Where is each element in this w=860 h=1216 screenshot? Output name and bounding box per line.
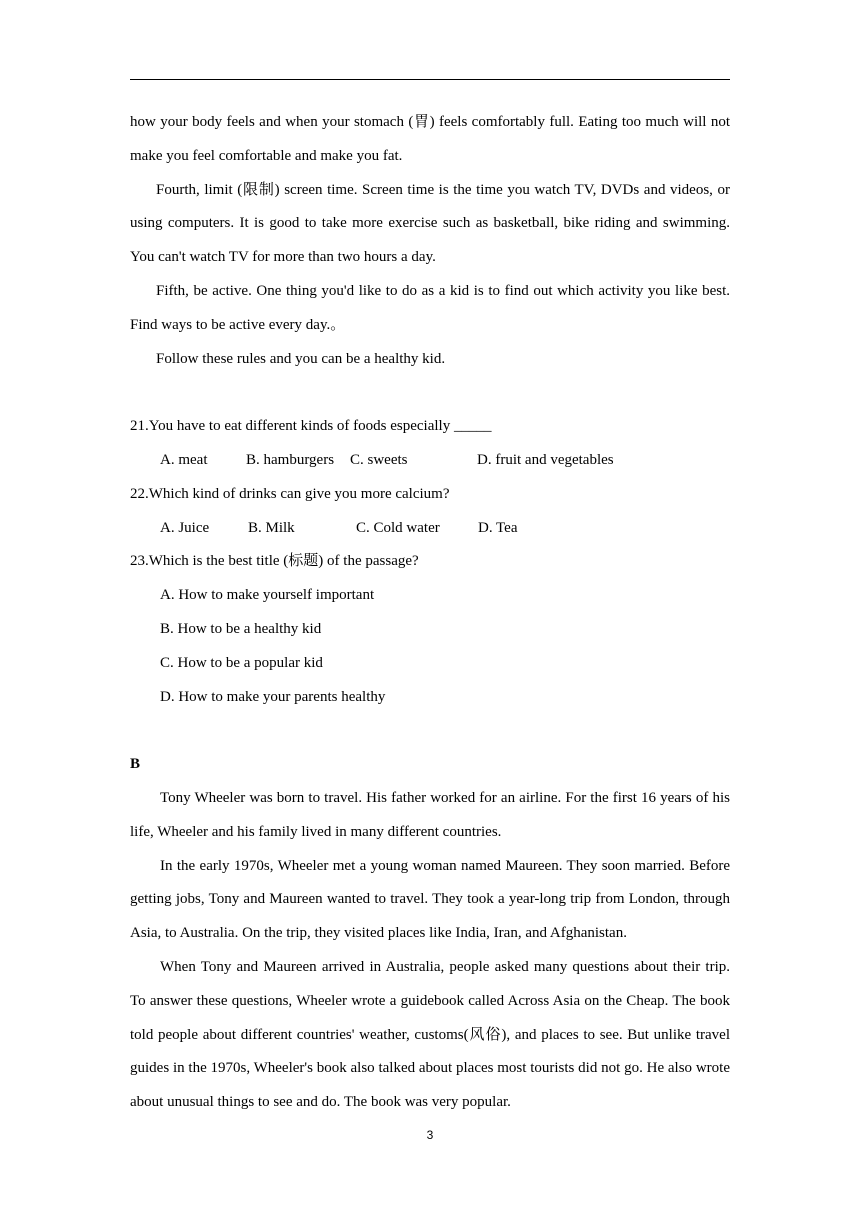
passage-a-paragraph-1-line-1: how your body feels and when your stomach (胃) feels comfortably full. Eating too much will not (130, 114, 730, 130)
question-22-stem: 22.Which kind of drinks can give you more calcium? (130, 485, 450, 502)
passage-a-paragraph-3: Fifth, be active. One thing you'd like to do as a kid is to find out which activity you like best. Find ways to be active every day.。 (130, 282, 730, 333)
section-b-paragraph-2: In the early 1970s, Wheeler met a young woman named Maureen. They soon married. Before getting jobs, Tony and Maureen wanted to travel. They took a year-long trip from London, through Asia, to Australia. On the trip, they visited places like India, Iran, and Afghanistan. (130, 857, 730, 942)
section-b-title: B (130, 756, 141, 773)
passage-a-paragraph-4: Follow these rules and you can be a healthy kid. (156, 350, 446, 367)
passage-a-paragraph-2: Fourth, limit (限制) screen time. Screen time is the time you watch TV, DVDs and videos, or using computers. It is good to take more exercise such as basketball, bike riding and swimming. You can't watch TV for more than two hours a day. (130, 181, 730, 266)
question-21-stem: 21.You have to eat different kinds of foods especially _____ (130, 418, 492, 435)
section-b-paragraph-1: Tony Wheeler was born to travel. His father worked for an airline. For the first 16 years of his life, Wheeler and his family lived in many different countries. (130, 789, 730, 840)
question-23-option-d: D. How to make your parents healthy (160, 688, 386, 705)
passage-a-paragraph-1-line-2: make you feel comfortable and make you fat. (130, 147, 403, 164)
question-22-option-a: A. Juice (160, 519, 210, 536)
page-number: 3 (426, 1128, 434, 1142)
question-23-option-a: A. How to make yourself important (160, 587, 375, 604)
question-21-options (130, 444, 730, 478)
question-22-options (130, 512, 730, 546)
question-23-option-b: B. How to be a healthy kid (160, 620, 322, 637)
question-21-option-c: C. sweets (350, 451, 408, 468)
question-21-option-b: B. hamburgers (246, 451, 335, 468)
question-21-option-a: A. meat (160, 451, 208, 468)
question-23-option-c: C. How to be a popular kid (160, 654, 323, 671)
section-b-paragraph-3: When Tony and Maureen arrived in Australia, people asked many questions about their trip. To answer these questions, Wheeler wrote a guidebook called Across Asia on the Cheap. The book told people about different countries' weather, customs(风俗), and places to see. But unlike travel guides in the 1970s, Wheeler's book also talked about places most tourists did not go. He also wrote about unusual things to see and do. The book was very popular. (130, 958, 730, 1111)
question-21-option-d: D. fruit and vegetables (477, 451, 614, 468)
spacer (130, 714, 730, 748)
document-body (130, 106, 730, 1120)
question-22-option-d: D. Tea (478, 519, 518, 536)
question-22-option-b: B. Milk (248, 519, 295, 536)
question-22-option-c: C. Cold water (356, 519, 440, 536)
question-23-stem: 23.Which is the best title (标题) of the passage? (130, 553, 419, 570)
spacer (130, 376, 730, 410)
header-rule (130, 79, 730, 80)
